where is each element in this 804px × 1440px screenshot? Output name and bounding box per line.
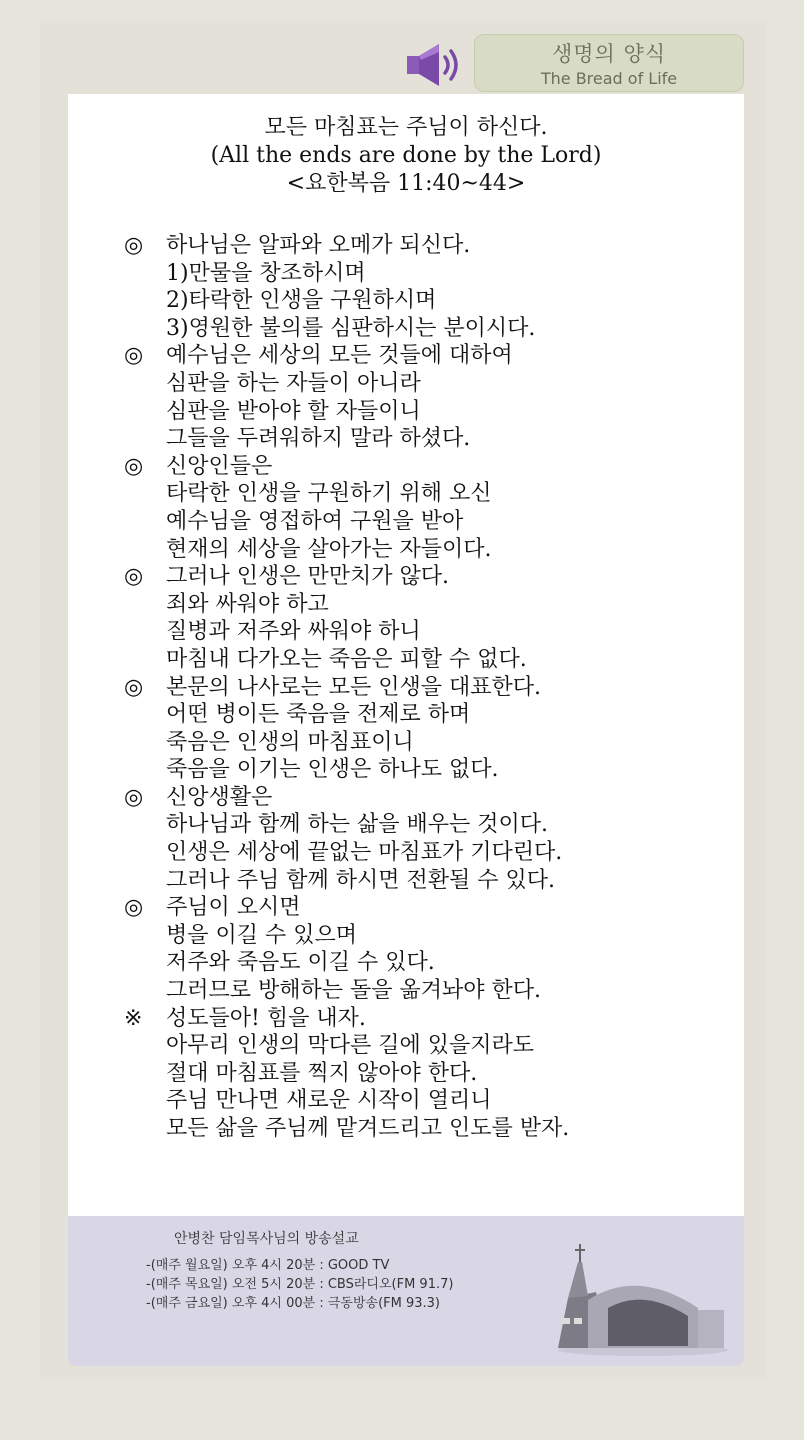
sermon-line: 죽음을 이기는 인생은 하나도 없다. (166, 757, 499, 783)
scripture-reference: <요한복음 11:40~44> (286, 171, 526, 196)
sermon-line: 질병과 저주와 싸워야 하니 (166, 619, 421, 645)
sermon-line: 마침내 다가오는 죽음은 피할 수 없다. (166, 646, 527, 672)
sermon-title-english: (All the ends are done by the Lord) (210, 143, 602, 168)
schedule-line: -(매주 목요일) 오전 5시 20분 : CBS라디오(FM 91.7) (146, 1277, 454, 1292)
sermon-line: 3)영원한 불의를 심판하시는 분이시다. (166, 315, 536, 341)
sermon-line: 모든 삶을 주님께 맡겨드리고 인도를 받자. (166, 1116, 570, 1141)
sermon-line: 아무리 인생의 막다른 길에 있을지라도 (166, 1033, 535, 1059)
sermon-line: 그러므로 방해하는 돌을 옮겨놔야 한다. (166, 978, 541, 1004)
sermon-line: 주님이 오시면 (166, 895, 301, 921)
sermon-line: 하나님은 알파와 오메가 되신다. (166, 233, 471, 258)
bullseye-bullet-icon: ◎ (124, 343, 144, 369)
sermon-point (124, 674, 734, 784)
bullseye-bullet-icon: ◎ (124, 233, 144, 258)
sermon-line: 그러나 주님 함께 하시면 전환될 수 있다. (166, 867, 555, 893)
sermon-line: 현재의 세상을 살아가는 자들이다. (166, 536, 492, 562)
brand-badge (474, 34, 744, 92)
bullseye-bullet-icon: ◎ (124, 784, 144, 810)
sermon-line: 예수님은 세상의 모든 것들에 대하여 (166, 343, 513, 369)
sermon-line: 2)타락한 인생을 구원하시며 (166, 288, 437, 314)
schedule-line: -(매주 월요일) 오후 4시 20분 : GOOD TV (146, 1258, 390, 1273)
broadcast-footer (68, 1216, 744, 1366)
brand-name-korean: 생명의 양식 (551, 42, 667, 66)
bullseye-bullet-icon: ◎ (124, 895, 144, 921)
broadcast-schedule (146, 1256, 453, 1313)
reference-mark-icon: ※ (124, 1005, 143, 1031)
sermon-body (124, 232, 734, 1143)
bullseye-bullet-icon: ◎ (124, 453, 144, 479)
sermon-line: 본문의 나사로는 모든 인생을 대표한다. (166, 674, 541, 700)
sermon-line: 하나님과 함께 하는 삶을 배우는 것이다. (166, 812, 548, 838)
sermon-line: 그들을 두려워하지 말라 하셨다. (166, 426, 471, 452)
bullseye-bullet-icon: ◎ (124, 564, 144, 590)
speaker-icon[interactable] (405, 40, 467, 90)
sermon-point (124, 342, 734, 452)
sermon-point (124, 894, 734, 1004)
sermon-line: 성도들아! 힘을 내자. (166, 1005, 366, 1031)
sermon-line: 죽음은 인생의 마침표이니 (166, 729, 414, 755)
sermon-point (124, 1005, 734, 1143)
sermon-line: 어떤 병이든 죽음을 전제로 하며 (166, 702, 471, 728)
brand-name-english: The Bread of Life (540, 69, 678, 88)
sermon-point (124, 232, 734, 342)
sermon-line: 신앙인들은 (166, 453, 273, 479)
sermon-line: 심판을 받아야 할 자들이니 (166, 398, 421, 424)
sermon-point (124, 784, 734, 894)
sermon-line: 심판을 하는 자들이 아니라 (166, 370, 421, 396)
sermon-title: 모든 마침표는 주님이 하신다. (264, 115, 548, 140)
schedule-line: -(매주 금요일) 오후 4시 00분 : 극동방송(FM 93.3) (146, 1296, 440, 1311)
sermon-line: 1)만물을 창조하시며 (166, 260, 366, 286)
sermon-line: 병을 이길 수 있으며 (166, 922, 357, 948)
sermon-line: 저주와 죽음도 이길 수 있다. (166, 950, 435, 976)
sermon-card (68, 94, 744, 1216)
bullseye-bullet-icon: ◎ (124, 674, 144, 700)
sermon-line: 신앙생활은 (166, 784, 273, 810)
sermon-line: 인생은 세상에 끝없는 마침표가 기다린다. (166, 840, 563, 866)
sermon-line: 죄와 싸워야 하고 (166, 591, 329, 617)
sermon-line: 주님 만나면 새로운 시작이 열리니 (166, 1088, 492, 1114)
sermon-line: 예수님을 영접하여 구원을 받아 (166, 508, 464, 534)
sermon-line: 절대 마침표를 찍지 않아야 한다. (166, 1060, 478, 1086)
church-building-icon (548, 1238, 728, 1356)
sermon-line: 그러나 인생은 만만치가 않다. (166, 564, 449, 590)
sermon-title-block (68, 114, 744, 198)
sermon-line: 타락한 인생을 구원하기 위해 오신 (166, 481, 492, 507)
sermon-point (124, 563, 734, 673)
sermon-point (124, 453, 734, 563)
broadcast-title: 안병찬 담임목사님의 방송설교 (174, 1231, 359, 1247)
